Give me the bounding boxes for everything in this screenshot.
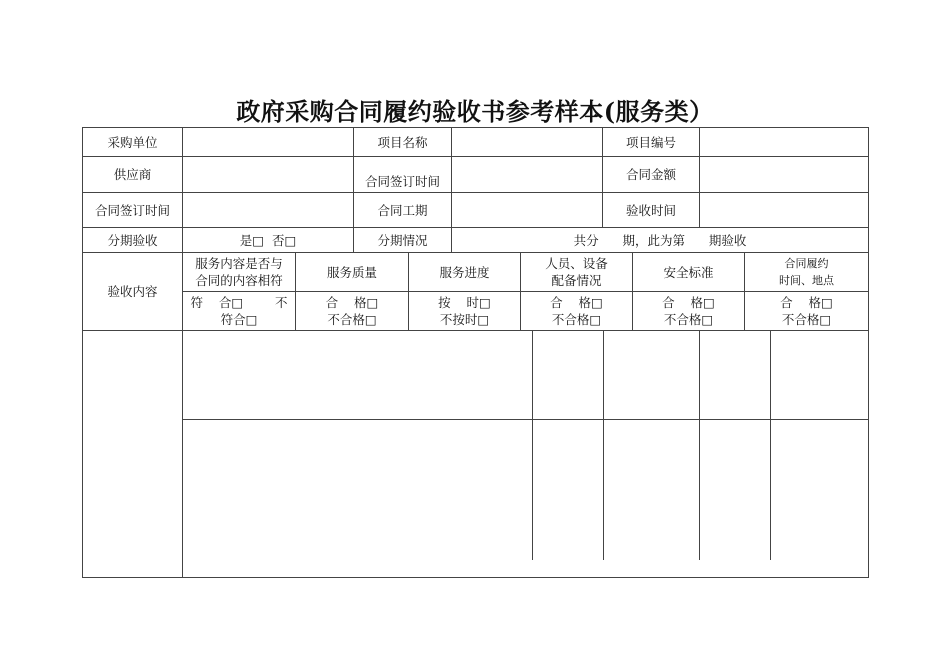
- option-line1[interactable]: 合 格□: [780, 295, 833, 310]
- option-line1[interactable]: 合 格□: [325, 295, 379, 310]
- acceptance-time-label: 验收时间: [625, 202, 676, 218]
- staged-status-label: 分期情况: [377, 232, 428, 248]
- supplier-label: 供应商: [113, 167, 152, 182]
- header-performance-time-place: [745, 253, 868, 291]
- header-service-content-match: [183, 253, 295, 291]
- blank-left-column[interactable]: [83, 331, 182, 577]
- acceptance-time-field[interactable]: [700, 193, 868, 227]
- contract-sign-time-label-2: 合同签订时间: [94, 202, 170, 218]
- option-service-content-match[interactable]: [183, 292, 295, 330]
- header-safety-standard: [633, 253, 744, 291]
- header-service-quality: [296, 253, 408, 291]
- header-line1: 人员、设备: [545, 256, 608, 271]
- option-line1[interactable]: 合 格□: [662, 295, 715, 310]
- contract-period-field[interactable]: [452, 193, 602, 227]
- contract-amount-field[interactable]: [700, 157, 868, 192]
- project-name-label: 项目名称: [377, 134, 428, 150]
- purchaser-label: 采购单位: [107, 134, 158, 150]
- staged-acceptance-label: 分期验收: [107, 232, 158, 248]
- header-staff-equipment: [521, 253, 632, 291]
- contract-sign-time-field[interactable]: [452, 157, 602, 192]
- header-line1: 安全标准: [663, 264, 714, 280]
- option-service-progress[interactable]: [409, 292, 520, 330]
- option-line2[interactable]: 不合格□: [551, 312, 602, 327]
- option-staff-equipment[interactable]: [521, 292, 632, 330]
- contract-sign-time-field-2[interactable]: [183, 193, 353, 227]
- staged-acceptance-options[interactable]: 是□ 否□: [239, 232, 297, 248]
- project-number-label: 项目编号: [625, 134, 676, 150]
- option-line1[interactable]: 合 格□: [550, 295, 603, 310]
- header-line2: 时间、地点: [779, 274, 834, 287]
- staged-status-text[interactable]: 共分 期，此为第 期验收: [573, 232, 747, 248]
- table-border-bottom: [82, 577, 869, 578]
- option-line2[interactable]: 符合□: [220, 312, 258, 327]
- header-line1: 服务质量: [326, 264, 377, 280]
- acceptance-content-label: 验收内容: [107, 284, 158, 299]
- option-line2[interactable]: 不合格□: [327, 312, 377, 327]
- header-line2: 配备情况: [551, 273, 602, 288]
- purchaser-field[interactable]: [183, 128, 353, 156]
- project-number-field[interactable]: [700, 128, 868, 156]
- header-service-progress: [409, 253, 520, 291]
- option-performance-time-place[interactable]: [745, 292, 868, 330]
- option-line2[interactable]: 不合格□: [663, 312, 714, 327]
- header-line1: 服务内容是否与: [195, 256, 283, 271]
- contract-amount-label: 合同金额: [625, 167, 676, 182]
- header-line1: 服务进度: [439, 264, 490, 280]
- option-service-quality[interactable]: [296, 292, 408, 330]
- option-line1[interactable]: 符 合□ 不: [190, 295, 288, 310]
- header-line2: 合同的内容相符: [195, 273, 283, 288]
- option-line1[interactable]: 按 时□: [438, 295, 491, 310]
- option-line2[interactable]: 不合格□: [781, 312, 832, 327]
- table-border-right: [868, 127, 869, 578]
- project-name-field[interactable]: [452, 128, 602, 156]
- contract-sign-time-label: 合同签订时间: [364, 173, 440, 189]
- option-safety-standard[interactable]: [633, 292, 744, 330]
- supplier-field[interactable]: [183, 157, 353, 192]
- option-line2[interactable]: 不按时□: [439, 312, 490, 327]
- document-title: 政府采购合同履约验收书参考样本(服务类）: [236, 97, 714, 126]
- blank-content-area[interactable]: [183, 331, 868, 577]
- contract-period-label: 合同工期: [377, 202, 428, 218]
- header-line1: 合同履约: [784, 257, 829, 270]
